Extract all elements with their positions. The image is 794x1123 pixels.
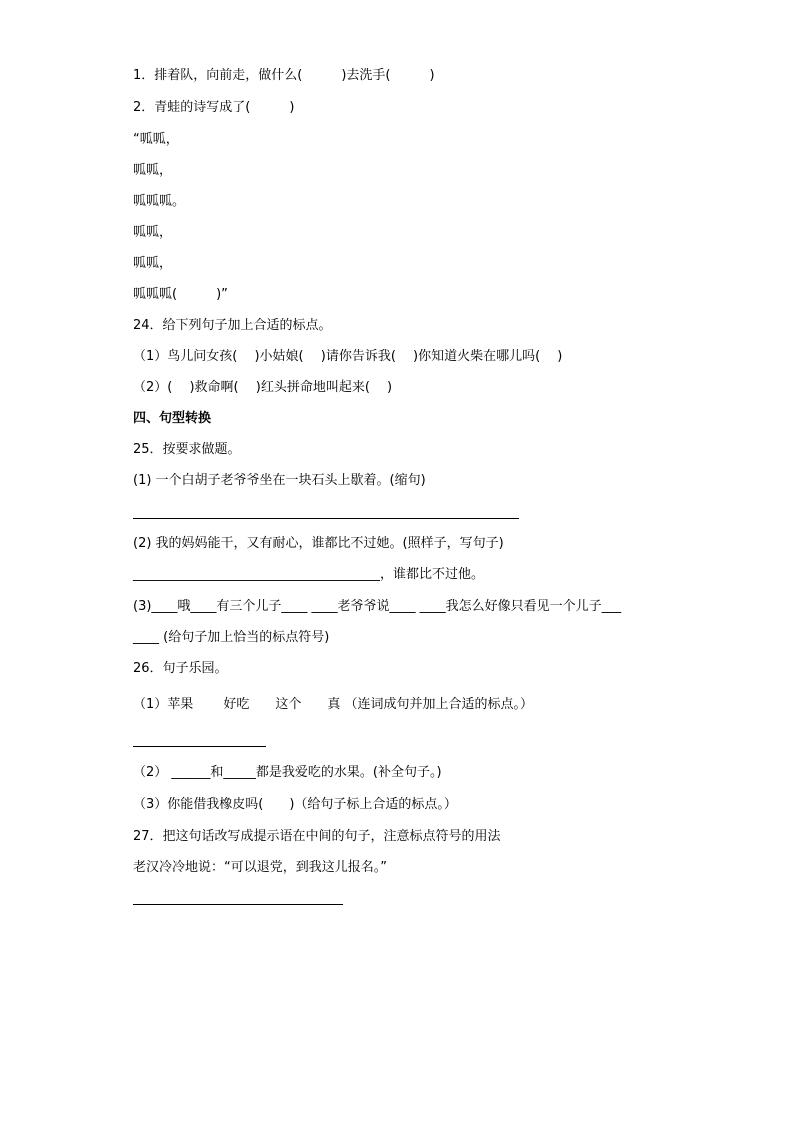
question-25-1: (1) 一个白胡子老爷爷坐在一块石头上歇着。(缩句) [133, 473, 426, 488]
poem-line-5: 呱呱， [133, 256, 173, 271]
poem-line-3: 呱呱呱。 [133, 194, 186, 209]
question-26-3: （3）你能借我橡皮吗( )（给句子标上合适的标点。） [133, 797, 457, 812]
answer-line-26-1 [133, 746, 266, 747]
question-25: 25．按要求做题。 [133, 442, 241, 457]
question-1: 1．排着队，向前走，做什么( )去洗手( ) [133, 68, 435, 83]
answer-line-25-1 [133, 518, 519, 519]
question-27: 27．把这句话改写成提示语在中间的句子，注意标点符号的用法 [133, 829, 501, 844]
poem-line-1: “呱呱， [133, 132, 179, 147]
question-26-2: （2） ______和_____都是我爱吃的水果。(补全句子。) [133, 765, 442, 780]
poem-line-2: 呱呱， [133, 163, 173, 178]
question-25-3-cont: ____ (给句子加上恰当的标点符号) [133, 630, 330, 645]
question-26-1: （1）苹果 好吃 这个 真 （连词成句并加上合适的标点。） [133, 697, 534, 712]
poem-line-6: 呱呱呱( )” [133, 287, 228, 302]
question-24-1: （1）鸟儿问女孩( )小姑娘( )请你告诉我( )你知道火柴在哪儿吗( ) [133, 349, 563, 364]
question-25-3: (3)____哦____有三个儿子____ ____老爷爷说____ ____我怎么好像只看见一个儿子___ [133, 599, 622, 614]
question-2: 2．青蛙的诗写成了( ) [133, 100, 295, 115]
poem-line-4: 呱呱， [133, 225, 173, 240]
section-heading: 四、句型转换 [133, 411, 212, 426]
question-24-2: （2）( )救命啊( )红头拼命地叫起来( ) [133, 380, 393, 395]
question-25-2: (2) 我的妈妈能干，又有耐心，谁都比不过她。(照样子，写句子) [133, 536, 504, 551]
question-25-2-blank: ______________________________________，谁都比不过他。 [133, 567, 485, 582]
question-27-sentence: 老汉冷冷地说：“可以退党，到我这儿报名。” [133, 860, 387, 875]
answer-line-27 [133, 904, 343, 905]
question-24: 24．给下列句子加上合适的标点。 [133, 318, 332, 333]
question-26: 26．句子乐园。 [133, 661, 228, 676]
